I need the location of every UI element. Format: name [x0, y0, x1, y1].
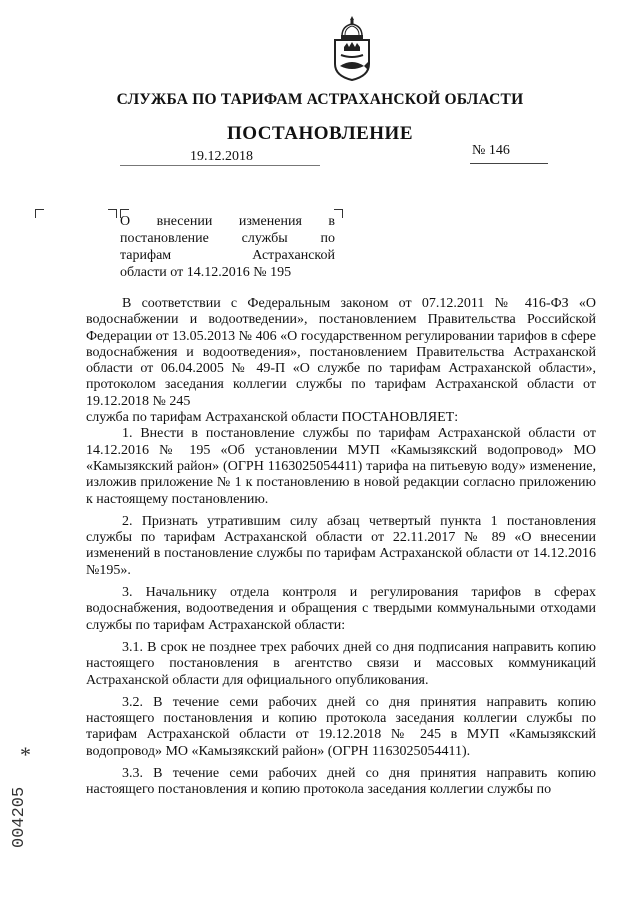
stamp-serial-number: 004205 [10, 786, 29, 848]
date-underline [120, 165, 320, 166]
subject-line: тарифам Астраханской [120, 248, 335, 263]
corner-bracket-left [35, 209, 44, 218]
subject-line: области от 14.12.2016 № 195 [120, 265, 292, 280]
document-type: ПОСТАНОВЛЕНИЕ [226, 123, 414, 144]
document-subject [120, 213, 335, 281]
agency-name: СЛУЖБА ПО ТАРИФАМ АСТРАХАНСКОЙ ОБЛАСТИ [116, 91, 524, 108]
corner-bracket-subject-right [334, 209, 343, 218]
number-underline [470, 163, 548, 164]
stamp-star-mark: * [20, 742, 31, 767]
subject-line: О внесении изменения в [120, 214, 335, 229]
resolves-line: служба по тарифам Астраханской области ПОСТАНОВЛЯЕТ: [86, 410, 459, 426]
document-body [86, 296, 596, 799]
clause-3: 3. Начальнику отдела контроля и регулирования тарифов в сферах водоснабжения, водоотведения и обращения с твердыми коммунальными отходами службы по тарифам Астраханской области: [86, 585, 596, 633]
astrakhan-coat-of-arms-icon [327, 14, 377, 82]
preamble-paragraph: В соответствии с Федеральным законом от 07.12.2011 № 416-ФЗ «О водоснабжении и водоотведении», постановлением Правительства Российской Федерации от 13.05.2013 № 406 «О государственном регулировании тарифов в сфере водоснабжения и водоотведения», постановлением Правительства Астраханской области от 06.04.2005 № 49-П «О службе по тарифам Астраханской области», протоколом заседания коллегии службы по тарифам Астраханской области от 19.12.2018 № 245 [86, 296, 596, 409]
clause-1: 1. Внести в постановление службы по тарифам Астраханской области от 14.12.2016 № 195 «Об установлении МУП «Камызякский водопровод» МО «Камызякский район» (ОГРН 1163025054411) тарифа на питьевую воду» изменение, изложив приложение № 1 к постановлению в новой редакции согласно приложению к настоящему постановлению. [86, 426, 596, 507]
clause-3-3: 3.3. В течение семи рабочих дней со дня принятия направить копию настоящего постановления и копию протокола заседания коллегии службы по [86, 766, 596, 798]
subject-line: постановление службы по [120, 231, 335, 246]
clause-2: 2. Признать утратившим силу абзац четвертый пункта 1 постановления службы по тарифам Астраханской области от 22.11.2017 № 89 «О внесении изменений в постановление службы по тарифам Астраханской области от 14.12.2016 №195». [86, 513, 596, 578]
document-number: № 146 [472, 143, 510, 158]
clause-3-1: 3.1. В срок не позднее трех рабочих дней со дня подписания направить копию настоящего постановления в агентство связи и массовых коммуникаций Астраханской области для официального опубликования. [86, 639, 596, 688]
corner-bracket-subject-left [108, 209, 117, 218]
document-date: 19.12.2018 [190, 149, 253, 164]
clause-3-2: 3.2. В течение семи рабочих дней со дня принятия направить копию настоящего постановления и копию протокола заседания коллегии службы по тарифам Астраханской области от 19.12.2018 № 245 в МУП «Камызякский водопровод» МО «Камызякский район» (ОГРН 1163025054411). [86, 694, 596, 759]
